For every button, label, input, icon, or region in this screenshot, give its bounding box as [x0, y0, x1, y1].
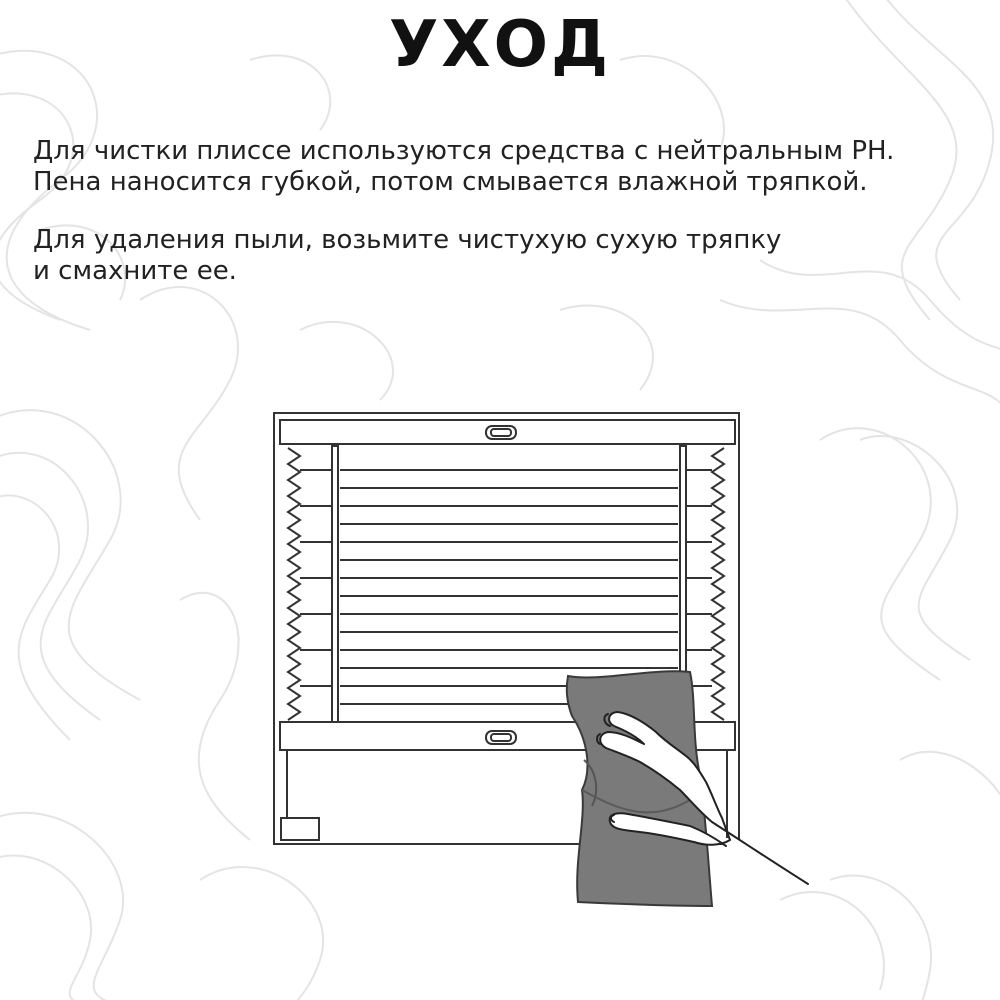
- page-title: УХОД: [388, 8, 612, 82]
- paragraph-line: и смахните ее.: [33, 256, 237, 286]
- paragraph-line: Для удаления пыли, возьмите чистухую сухую тряпку: [33, 225, 782, 255]
- dust-removal-paragraph: [33, 225, 781, 287]
- cleaning-illustration: [260, 400, 820, 920]
- cleaning-instruction-paragraph: [33, 136, 894, 198]
- paragraph-line: Для чистки плиссе используются средства с нейтральным PH.: [33, 136, 895, 166]
- paragraph-line: Пена наносится губкой, потом смывается влажной тряпкой.: [33, 167, 868, 197]
